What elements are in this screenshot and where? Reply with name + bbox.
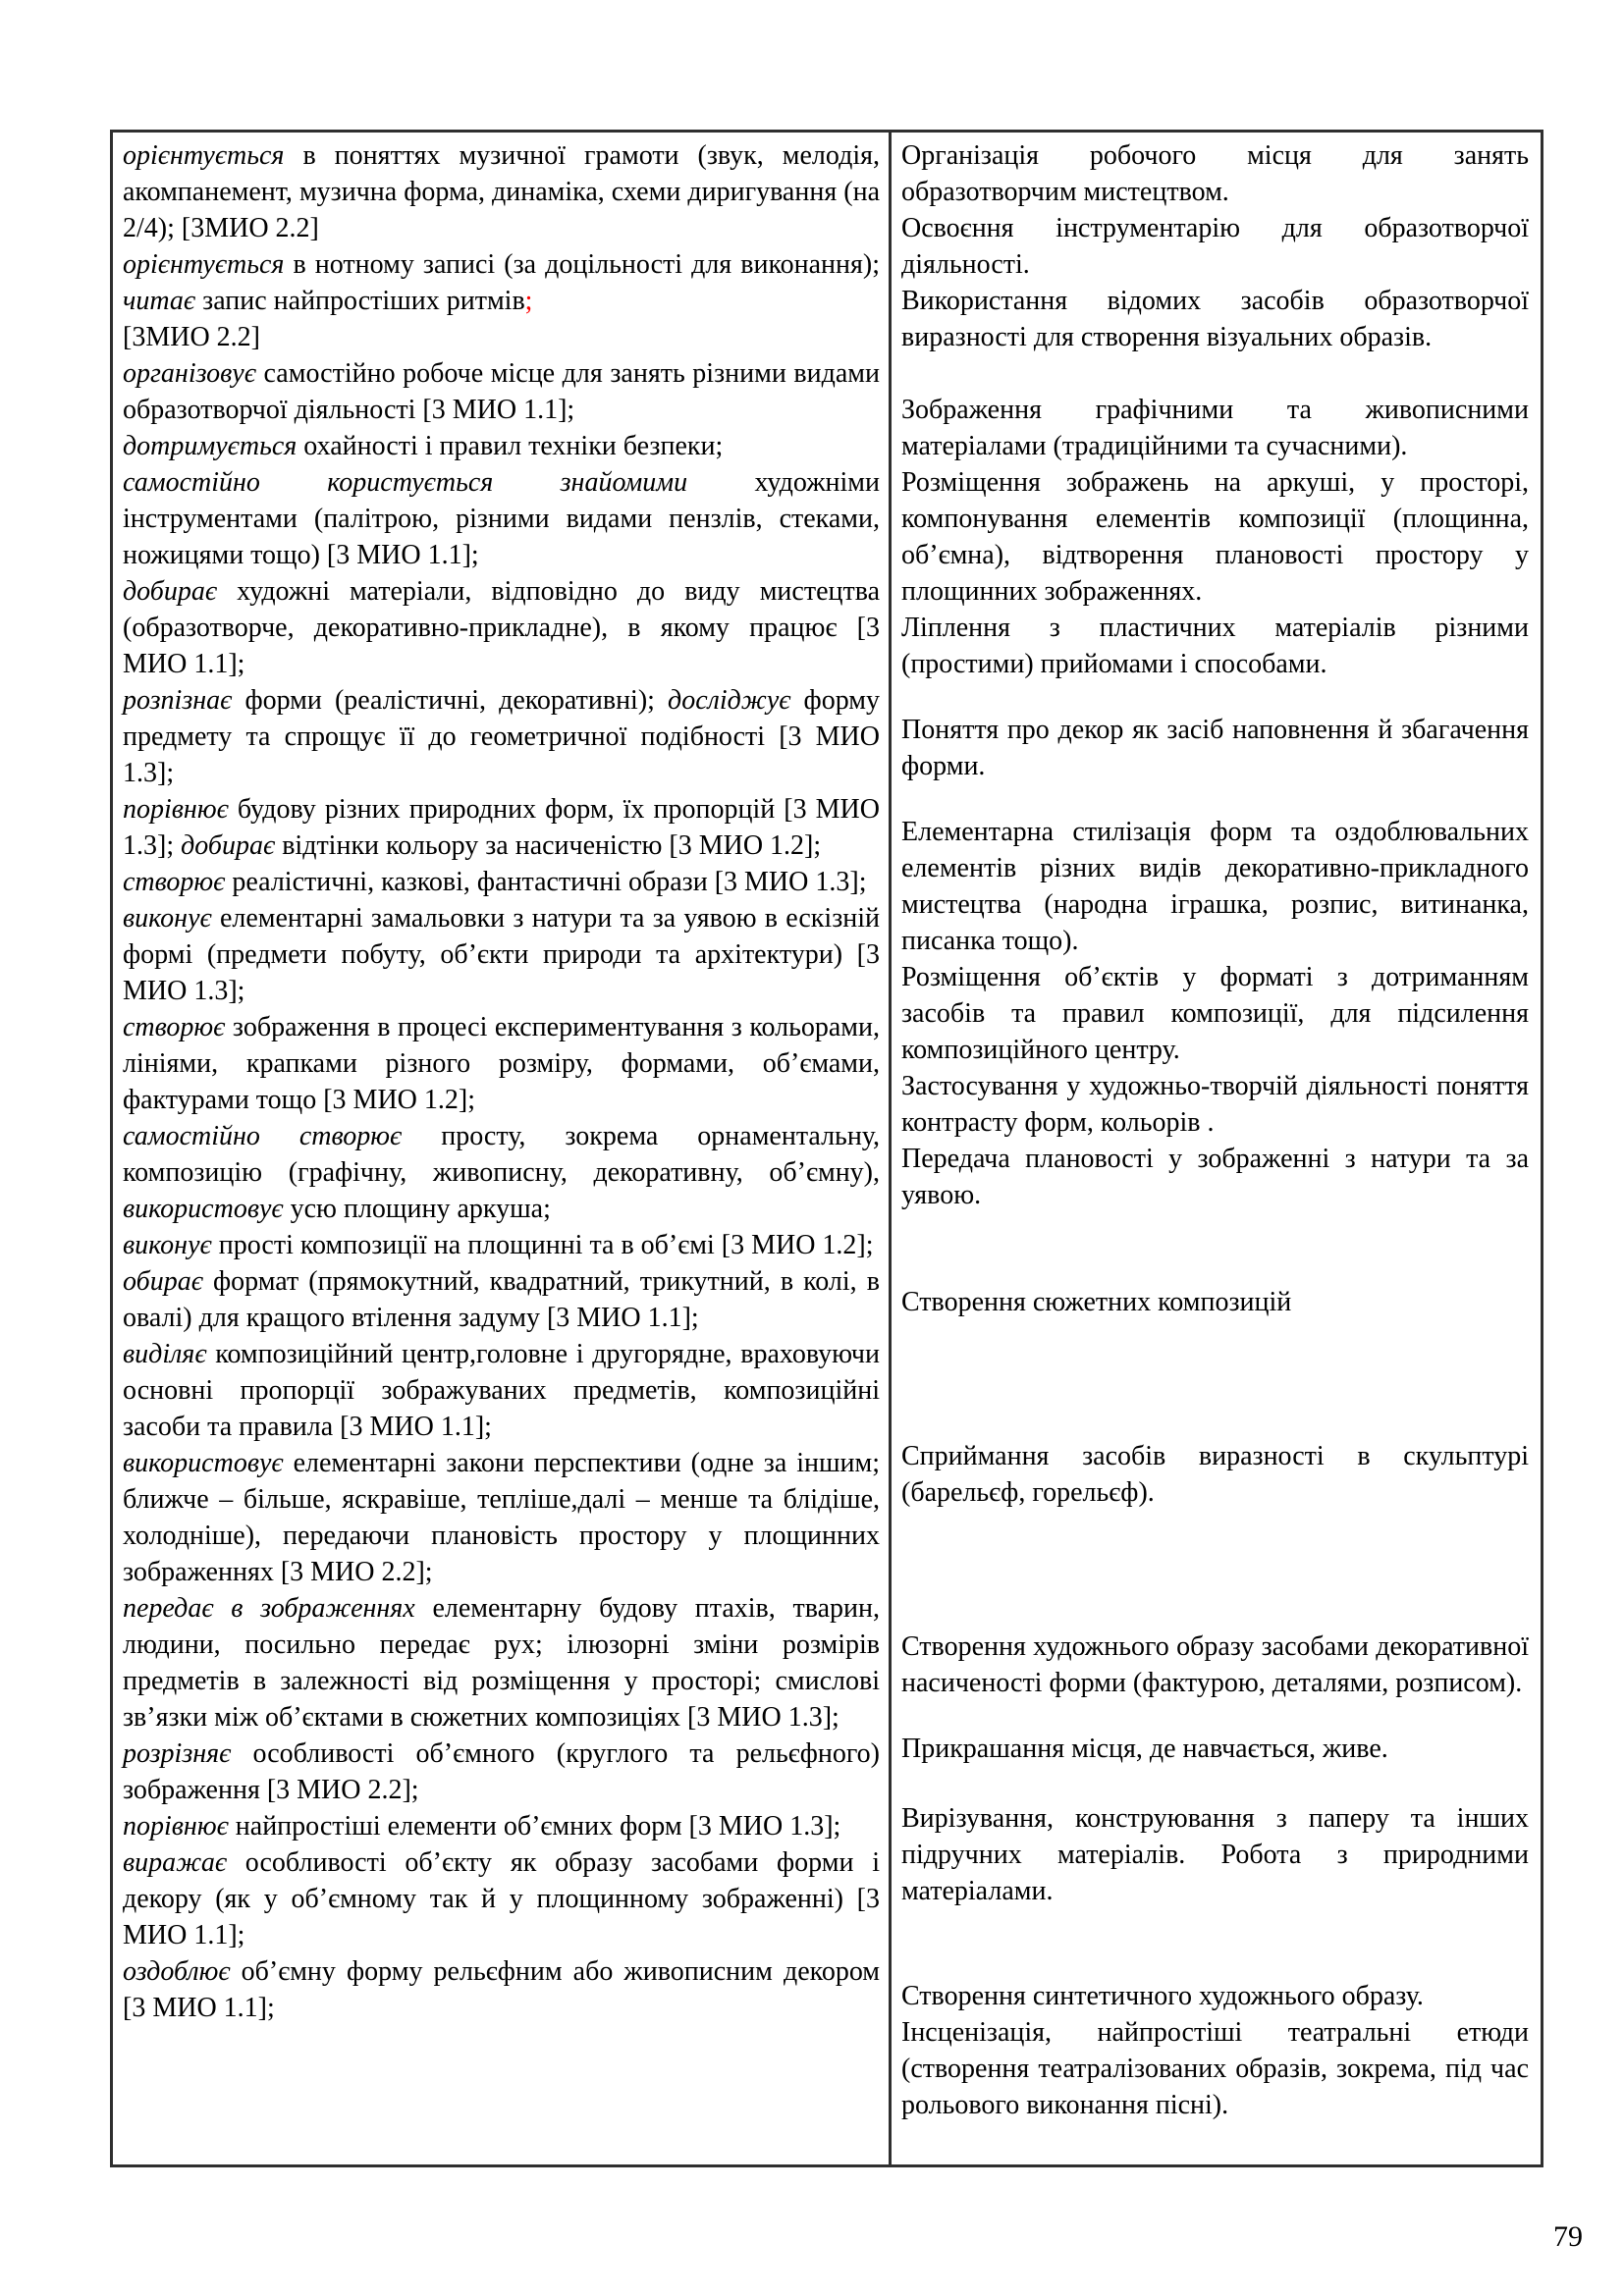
outcome-item: використовує елементарні закони перспективи (одне за іншим; ближче – більше, яскравіше, тепліше,далі – менше та блідіше, холодніше), передаючи плановість простору у площинних зображеннях [3 МИО 2.2];: [123, 1448, 880, 1587]
outcomes-table: [110, 130, 1543, 2167]
content-paragraph: Передача плановості у зображенні з натури та за уявою.: [901, 1144, 1529, 1210]
content-paragraph: Елементарна стилізація форм та оздоблювальних елементів різних видів декоративно-прикладного мистецтва (народна іграшка, розпис, витинанка, писанка тощо).: [901, 817, 1529, 956]
content-paragraph: Зображення графічними та живописними матеріалами (традиційними та сучасними).: [901, 395, 1529, 461]
content-paragraph: Прикрашання місця, де навчається, живе.: [901, 1734, 1388, 1764]
page-number: 79: [1553, 2220, 1583, 2253]
outcome-item: виконує прості композиції на площинні та в об’ємі [3 МИО 1.2];: [123, 1230, 874, 1260]
outcome-item: передає в зображеннях елементарну будову птахів, тварин, людини, посильно передає рух; ілюзорні зміни розмірів предметів в залежності від розміщення у просторі; смислові зв’язки між об’єктами в сюжетних композиціях [3 МИО 1.3];: [123, 1593, 880, 1733]
outcome-item: організовує самостійно робоче місце для занять різними видами образотворчої діяльності [3 МИО 1.1];: [123, 358, 880, 425]
content-paragraph: Використання відомих засобів образотворчої виразності для створення візуальних образів.: [901, 286, 1529, 352]
outcome-item: орієнтується в нотному записі (за доцільності для виконання); читає запис найпростіших ритмів; [3МИО 2.2]: [123, 249, 880, 352]
content-paragraph: Сприймання засобів виразності в скульптурі (барельєф, горельєф).: [901, 1441, 1529, 1508]
content-paragraph: Ліплення з пластичних матеріалів різними (простими) прийомами і способами.: [901, 613, 1529, 679]
content-paragraph: Організація робочого місця для занять образотворчим мистецтвом.: [901, 140, 1529, 207]
outcome-item: виділяє композиційний центр,головне і другорядне, враховуючи основні пропорції зображуваних предметів, композиційні засоби та правила [3 МИО 1.1];: [123, 1339, 880, 1442]
content-paragraph: Освоєння інструментарію для образотворчої діяльності.: [901, 213, 1529, 280]
content-paragraph: Створення синтетичного художнього образу.: [901, 1981, 1424, 2011]
outcome-item: розпізнає форми (реалістичні, декоративні); досліджує форму предмету та спрощує її до геометричної подібності [3 МИО 1.3];: [123, 685, 880, 788]
content-paragraph: Вирізування, конструювання з паперу та інших підручних матеріалів. Робота з природними матеріалами.: [901, 1803, 1529, 1906]
outcome-item: обирає формат (прямокутний, квадратний, трикутний, в колі, в овалі) для кращого втілення задуму [3 МИО 1.1];: [123, 1266, 880, 1333]
content-paragraph: Застосування у художньо-творчій діяльності поняття контрасту форм, кольорів .: [901, 1071, 1529, 1138]
outcome-item: самостійно створює просту, зокрема орнаментальну, композицію (графічну, живописну, декоративну, об’ємну), використовує усю площину аркуша;: [123, 1121, 880, 1224]
outcome-item: самостійно користується знайомими художніми інструментами (палітрою, різними видами пензлів, стеками, ножицями тощо) [3 МИО 1.1];: [123, 467, 881, 570]
outcome-item: дотримується охайності і правил техніки безпеки;: [123, 431, 724, 461]
content-paragraph: Поняття про декор як засіб наповнення й збагачення форми.: [901, 715, 1529, 781]
outcome-item: виражає особливості об’єкту як образу засобами форми і декору (як у об’ємному так й у площинному зображенні) [3 МИО 1.1];: [123, 1847, 880, 1950]
outcome-item: добирає художні матеріали, відповідно до виду мистецтва (образотворче, декоративно-прикладне), в якому працює [3 МИО 1.1];: [123, 576, 880, 679]
outcome-item: порівнює будову різних природних форм, їх пропорцій [3 МИО 1.3]; добирає відтінки кольору за насиченістю [3 МИО 1.2];: [123, 794, 880, 861]
content-paragraph: Створення художнього образу засобами декоративної насиченості форми (фактурою, деталями, розписом).: [901, 1631, 1529, 1698]
outcome-item: виконує елементарні замальовки з натури та за уявою в ескізній формі (предмети побуту, об’єкти природи та архітектури) [3 МИО 1.3];: [123, 903, 880, 1006]
outcome-item: орієнтується в поняттях музичної грамоти (звук, мелодія, акомпанемент, музична форма, динаміка, схеми диригування (на 2/4); [3МИО 2.2]: [123, 140, 880, 243]
outcome-item: створює зображення в процесі експериментування з кольорами, лініями, крапками різного розміру, формами, об’ємами, фактурами тощо [3 МИО 1.2];: [123, 1012, 880, 1115]
outcomes-column: [113, 133, 892, 2164]
outcome-item: оздоблює об’ємну форму рельєфним або живописним декором [3 МИО 1.1];: [123, 1956, 880, 2023]
content-paragraph: Створення сюжетних композицій: [901, 1287, 1292, 1317]
outcome-item: порівнює найпростіші елементи об’ємних форм [3 МИО 1.3];: [123, 1811, 841, 1842]
outcome-item: створює реалістичні, казкові, фантастичні образи [3 МИО 1.3];: [123, 867, 867, 897]
content-column: [892, 133, 1541, 2164]
content-paragraph: Розміщення об’єктів у форматі з дотриманням засобів та правил композиції, для підсилення композиційного центру.: [901, 962, 1529, 1065]
content-paragraph: Розміщення зображень на аркуші, у просторі, компонування елементів композиції (площинна, об’ємна), відтворення плановості простору у площинних зображеннях.: [901, 467, 1529, 607]
content-paragraph: Інсценізація, найпростіші театральні етюди (створення театралізованих образів, зокрема, під час рольового виконання пісні).: [901, 2017, 1529, 2120]
outcome-item: розрізняє особливості об’ємного (круглого та рельєфного) зображення [3 МИО 2.2];: [123, 1738, 880, 1805]
